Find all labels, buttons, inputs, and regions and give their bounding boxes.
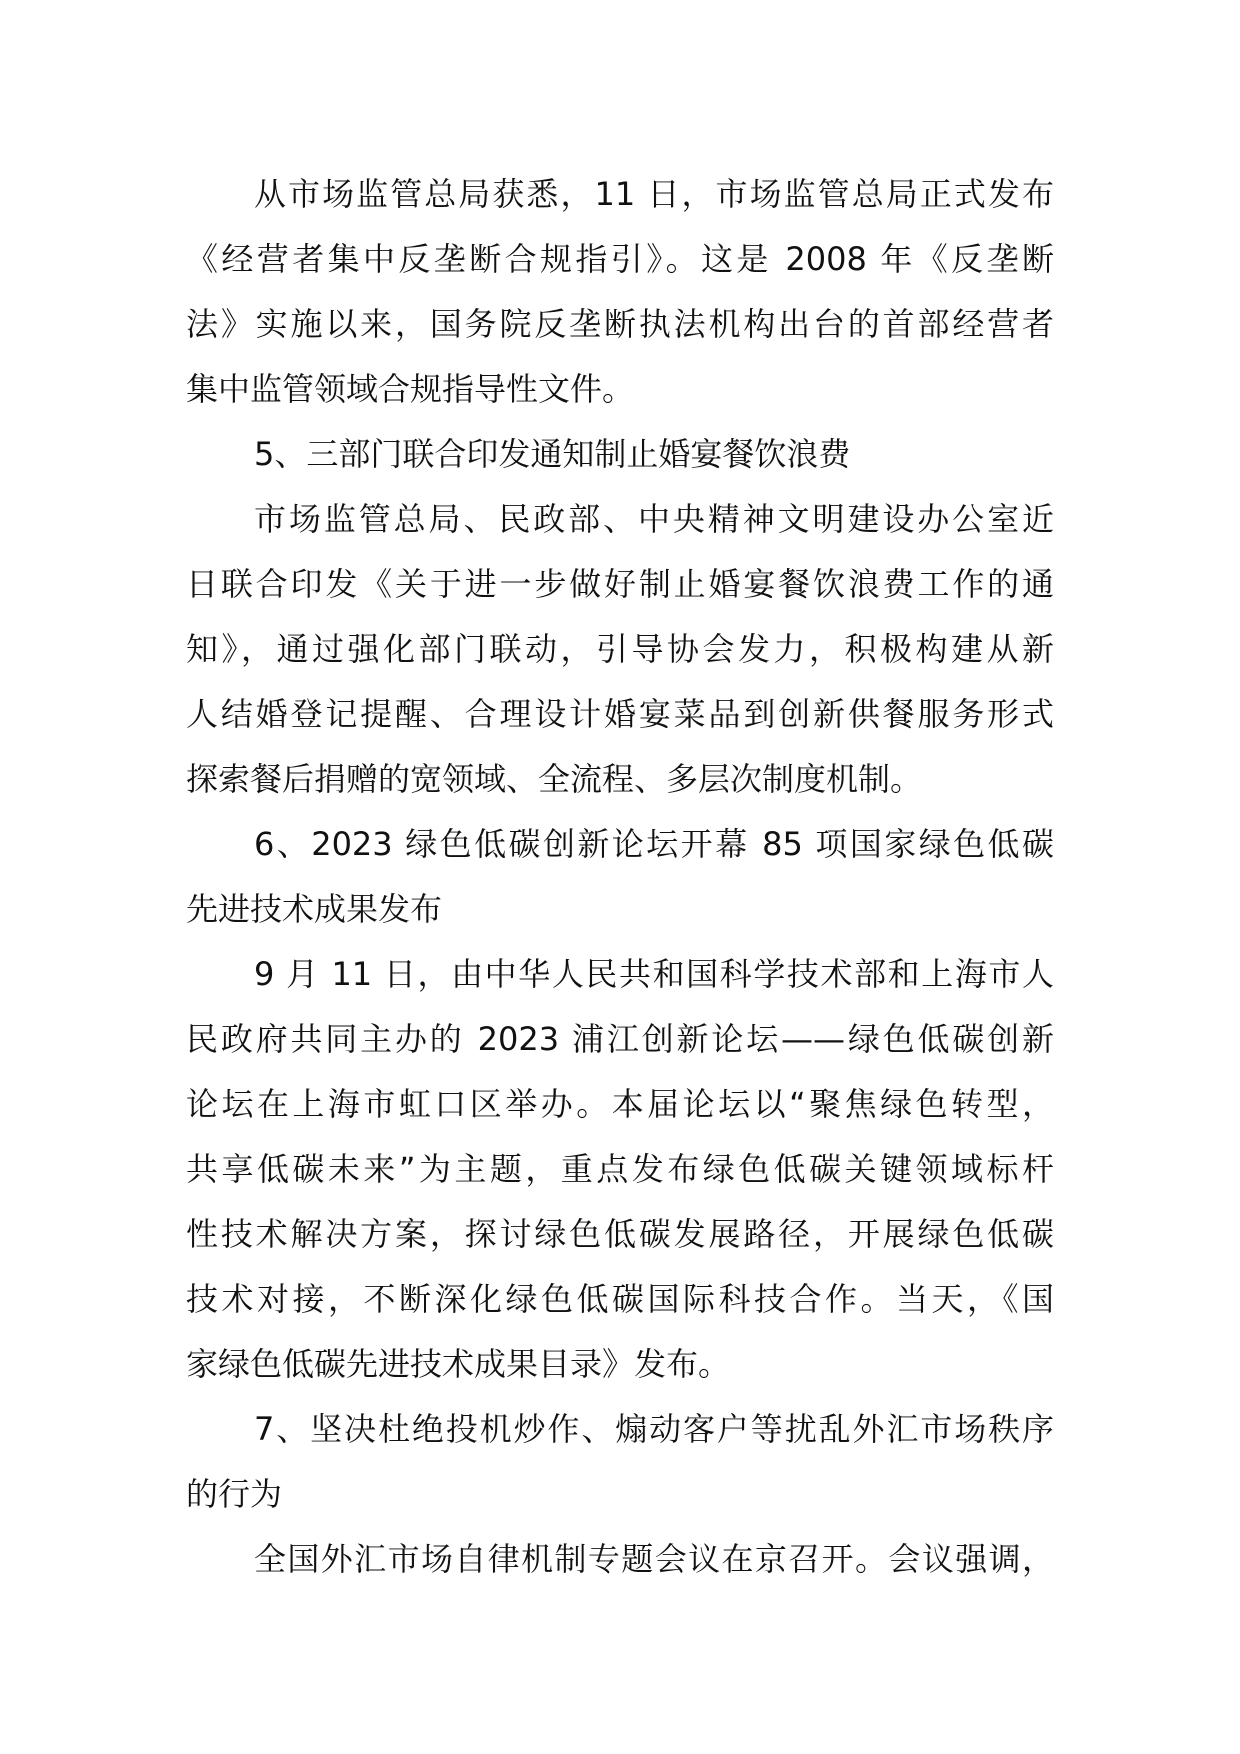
text-line: 《经营者集中反垄断合规指引》。这是 2008 年《反垄断 [186,240,1054,278]
text-line: 性技术解决方案，探讨绿色低碳发展路径，开展绿色低碳 [186,1215,1054,1253]
text-line: 人结婚登记提醒、合理设计婚宴菜品到创新供餐服务形式 [186,695,1054,733]
text-line: 的行为 [186,1475,283,1513]
text-line: 技术对接，不断深化绿色低碳国际科技合作。当天，《国 [186,1280,1054,1318]
text-line: 探索餐后捐赠的宽领域、全流程、多层次制度机制。 [186,760,923,798]
text-line: 6、2023 绿色低碳创新论坛开幕 85 项国家绿色低碳 [254,825,1054,863]
text-line: 从市场监管总局获悉，11 日，市场监管总局正式发布 [254,175,1054,213]
text-line: 法》实施以来，国务院反垄断执法机构出台的首部经营者 [186,305,1054,343]
text-line: 5、三部门联合印发通知制止婚宴餐饮浪费 [254,435,851,473]
text-line: 先进技术成果发布 [186,890,443,928]
text-line: 9 月 11 日，由中华人民共和国科学技术部和上海市人 [254,955,1054,993]
text-line: 论坛在上海市虹口区举办。本届论坛以“聚焦绿色转型， [186,1085,1054,1123]
text-line: 民政府共同主办的 2023 浦江创新论坛——绿色低碳创新 [186,1020,1054,1058]
text-line: 家绿色低碳先进技术成果目录》发布。 [186,1345,731,1383]
text-line: 日联合印发《关于进一步做好制止婚宴餐饮浪费工作的通 [186,565,1054,603]
text-line: 全国外汇市场自律机制专题会议在京召开。会议强调， [254,1540,1054,1578]
text-line: 市场监管总局、民政部、中央精神文明建设办公室近 [254,500,1054,538]
text-line: 共享低碳未来”为主题，重点发布绿色低碳关键领域标杆 [186,1150,1054,1188]
document-body [186,162,1054,1592]
text-line: 知》，通过强化部门联动，引导协会发力，积极构建从新 [186,630,1054,668]
text-line: 7、坚决杜绝投机炒作、煽动客户等扰乱外汇市场秩序 [254,1410,1054,1448]
text-line: 集中监管领域合规指导性文件。 [186,370,635,408]
